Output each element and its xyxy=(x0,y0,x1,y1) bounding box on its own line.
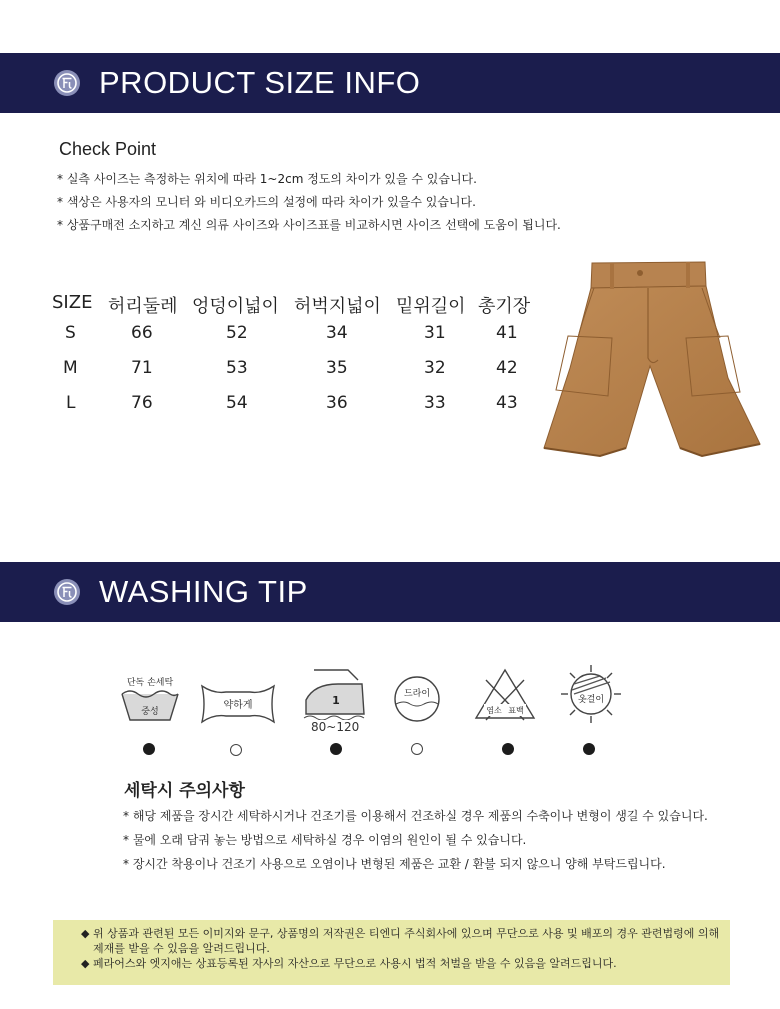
table-cell: 35 xyxy=(326,358,348,378)
check-point-notes xyxy=(57,169,561,238)
hand-wash-label: 단독 손세탁 xyxy=(126,678,174,688)
table-cell: 53 xyxy=(226,358,248,378)
header-cell: 밑위길이 xyxy=(396,296,466,317)
table-cell: 42 xyxy=(496,358,518,378)
no-bleach-icon xyxy=(472,666,538,726)
copyright-notice xyxy=(53,920,730,985)
table-cell: L xyxy=(66,393,76,413)
header-cell: 총기장 xyxy=(478,296,531,317)
gentle-wring-icon xyxy=(198,682,278,730)
header-cell: SIZE xyxy=(52,292,93,313)
header-cell: 허벅지넓이 xyxy=(294,296,381,317)
table-cell: 34 xyxy=(326,323,348,343)
table-cell: 54 xyxy=(226,393,248,413)
dry-label: 드라이 xyxy=(403,689,431,699)
iron-icon xyxy=(300,666,372,724)
header-cell: 엉덩이넓이 xyxy=(192,296,279,317)
table-cell: 71 xyxy=(131,358,153,378)
section-title: PRODUCT SIZE INFO xyxy=(99,65,421,100)
iron-temp-label: 80~120 xyxy=(311,720,360,734)
product-size-header xyxy=(0,53,780,113)
bleach-label: 표백 xyxy=(508,706,524,715)
size-table-header xyxy=(0,292,540,320)
shorts-image xyxy=(540,258,764,464)
table-cell: S xyxy=(65,323,76,343)
brand-logo-icon xyxy=(54,579,80,605)
chlorine-label: 염소 xyxy=(486,706,502,715)
caution-line: * 해당 제품을 장시간 세탁하시거나 건조기를 이용해서 건조하실 경우 제품의 수축이나 변형이 생길 수 있습니다. xyxy=(123,809,708,823)
table-cell: 33 xyxy=(424,393,446,413)
note-line: * 색상은 사용자의 모니터 와 비디오카드의 설정에 따라 차이가 있을수 있습니다. xyxy=(57,195,476,209)
unselected-dot-icon xyxy=(411,743,423,755)
table-cell: 31 xyxy=(424,323,446,343)
selected-dot-icon xyxy=(143,743,155,755)
header-cell: 허리둘레 xyxy=(108,296,178,317)
washing-cautions xyxy=(123,806,708,878)
selected-dot-icon xyxy=(502,743,514,755)
washing-cautions-title: 세탁시 주의사항 xyxy=(124,781,245,801)
selected-dot-icon xyxy=(330,743,342,755)
table-row xyxy=(0,323,540,351)
note-line: * 실측 사이즈는 측정하는 위치에 따라 1~2cm 정도의 차이가 있을 수 있습니다. xyxy=(57,172,477,186)
caution-line: * 물에 오래 담궈 놓는 방법으로 세탁하실 경우 이염의 원인이 될 수 있습니다. xyxy=(123,833,527,847)
unselected-dot-icon xyxy=(230,744,242,756)
section-title: WASHING TIP xyxy=(99,574,308,609)
care-icons xyxy=(0,660,780,770)
shade-dry-icon xyxy=(560,664,622,728)
table-row xyxy=(0,358,540,386)
selected-dot-icon xyxy=(583,743,595,755)
table-cell: 36 xyxy=(326,393,348,413)
gentle-label: 약하게 xyxy=(223,700,253,711)
table-row xyxy=(0,393,540,421)
table-cell: 43 xyxy=(496,393,518,413)
copyright-line: ◆ 위 상품과 관련된 모든 이미지와 문구, 상품명의 저작권은 티엔디 주식회사에 있으며 무단으로 사용 및 배포의 경우 관련법령에 의해 xyxy=(81,927,720,940)
caution-line: * 장시간 착용이나 건조기 사용으로 오염이나 변형된 제품은 교환 / 환불 되지 않으니 양해 부탁드립니다. xyxy=(123,857,666,871)
table-cell: 66 xyxy=(131,323,153,343)
hand-wash-icon xyxy=(118,674,182,728)
check-point-title: Check Point xyxy=(59,139,157,159)
note-line: * 상품구매전 소지하고 계신 의류 사이즈와 사이즈표를 비교하시면 사이즈 선택에 도움이 됩니다. xyxy=(57,218,561,232)
table-cell: 52 xyxy=(226,323,248,343)
iron-level-label: 1 xyxy=(332,694,340,707)
brand-logo-icon xyxy=(54,70,80,96)
table-cell: 41 xyxy=(496,323,518,343)
table-cell: M xyxy=(63,358,78,378)
table-cell: 76 xyxy=(131,393,153,413)
copyright-line: 제재를 받을 수 있음을 알려드립니다. xyxy=(93,942,270,955)
table-cell: 32 xyxy=(424,358,446,378)
washing-tip-header xyxy=(0,562,780,622)
dry-clean-icon xyxy=(392,674,442,728)
hanger-label: 옷걸이 xyxy=(577,695,605,705)
neutral-detergent-label: 중성 xyxy=(141,707,159,717)
copyright-line: ◆ 페라어스와 엣지애는 상표등록된 자사의 자산으로 무단으로 사용시 법적 처벌을 받을 수 있음을 알려드립니다. xyxy=(81,957,617,970)
